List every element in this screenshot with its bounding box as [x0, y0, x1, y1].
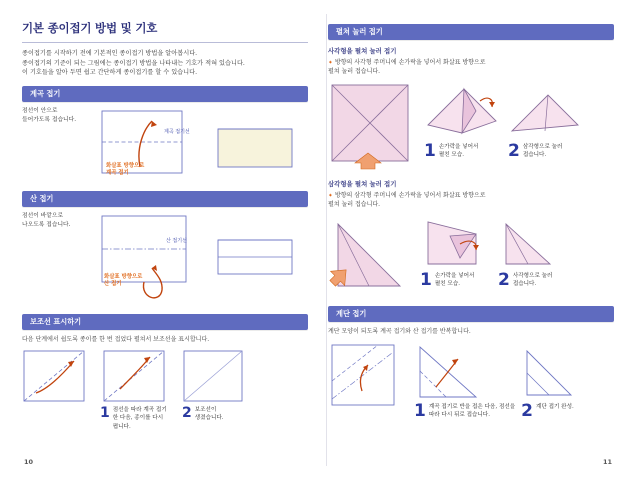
squash-square-step-2-caption: 삼각형으로 눌러 접습니다. — [522, 144, 563, 159]
pleat-step-1-number: 1 — [414, 401, 426, 421]
pleat-fold-desc: 계단 모양이 되도록 계곡 접기와 산 접기를 반복합니다. — [328, 328, 471, 335]
arrow-marker-icon: ➧ — [328, 59, 334, 66]
mountain-fold-figure — [100, 212, 300, 308]
section-band-mountain-fold: 산 접기 — [22, 191, 308, 207]
pleat-step-2 — [521, 341, 583, 420]
squash-triangle-step-2 — [498, 214, 570, 289]
valley-fold-figure-row — [22, 107, 308, 185]
squash-triangle-step-1 — [420, 214, 492, 289]
section-band-pleat-fold: 계단 접기 — [328, 306, 614, 322]
valley-fold-desc: 점선이 안으로 들어가도록 접습니다. — [22, 107, 77, 123]
crease-mark-steps — [22, 349, 308, 431]
squash-triangle-note — [328, 191, 614, 209]
squash-square-step-2 — [508, 81, 582, 160]
crease-step-1 — [100, 349, 176, 431]
squash-triangle-step-1-number: 1 — [420, 270, 432, 290]
svg-text:계곡 접기선: 계곡 접기선 — [164, 128, 190, 135]
squash-triangle-title: 삼각형을 펼쳐 눌러 접기 — [328, 180, 397, 188]
mountain-fold-arrow-label: 화살표 방향으로 산 접기 — [104, 273, 143, 288]
squash-triangle-step-2-number: 2 — [498, 270, 510, 290]
intro-line-3: 이 기호들을 알아 두면 쉽고 간단하게 종이접기를 할 수 있습니다. — [22, 69, 198, 77]
crease-step-2-number: 2 — [182, 404, 192, 421]
pleat-fold-steps — [328, 341, 614, 420]
left-page — [8, 8, 318, 472]
crease-step-0 — [22, 349, 94, 405]
page-number-right: 11 — [602, 458, 612, 466]
squash-square-base-figure — [328, 81, 418, 173]
squash-square-step-1-caption: 손가락을 넣어서 펼친 모습. — [438, 144, 479, 159]
intro-text — [22, 49, 308, 78]
crease-step-1-number: 1 — [100, 404, 110, 421]
crease-step-1-caption: 점선을 따라 계곡 접기 한 다음, 종이를 다시 폅니다. — [112, 406, 167, 430]
squash-triangle-step-1-caption: 손가락을 넣어서 펼친 모습. — [434, 273, 475, 288]
mountain-fold-desc: 점선이 바깥으로 나오도록 접습니다. — [22, 212, 71, 228]
svg-text:산 접기선: 산 접기선 — [166, 237, 187, 244]
crease-step-2 — [182, 349, 252, 423]
pleat-step-2-number: 2 — [521, 401, 534, 421]
crease-step-2-caption: 보조선이 생겼습니다. — [194, 406, 224, 422]
squash-square-title: 사각형을 펼쳐 눌러 접기 — [328, 47, 397, 55]
section-band-valley-fold: 계곡 접기 — [22, 86, 308, 102]
pleat-step-1-caption: 계곡 접기로 반을 접은 다음, 점선을 따라 다시 뒤로 접습니다. — [428, 404, 516, 419]
squash-triangle-steps — [328, 214, 614, 300]
mountain-fold-figure-row — [22, 212, 308, 308]
squash-triangle-step-2-caption: 사각형으로 눌러 접습니다. — [512, 273, 553, 288]
pleat-step-2-caption: 계단 접기 완성. — [536, 404, 574, 410]
squash-triangle-base-figure — [328, 214, 414, 300]
squash-square-step-1 — [424, 81, 502, 160]
page-title: 기본 종이접기 방법 및 기호 — [22, 21, 158, 35]
intro-line-2: 종이접기의 기준이 되는 그림에는 종이접기 방법을 나타내는 기호가 적혀 있습니다. — [22, 59, 245, 67]
title-divider — [22, 42, 308, 43]
squash-square-note — [328, 58, 614, 76]
squash-square-note-text: 방향의 사각형 주머니에 손가락을 넣어서 화살표 방향으로 펼쳐 눌러 접습니다. — [328, 59, 486, 75]
section-band-crease-mark: 보조선 표시하기 — [22, 314, 308, 330]
right-page — [318, 8, 628, 472]
book-spread — [8, 8, 628, 472]
intro-line-1: 종이접기를 시작하기 전에 기본적인 종이접기 방법을 알아봅시다. — [22, 50, 198, 57]
squash-square-steps — [328, 81, 614, 173]
arrow-marker-icon-2: ➧ — [328, 192, 334, 199]
pleat-step-1 — [414, 341, 515, 420]
pleat-base-figure — [328, 341, 408, 411]
squash-square-step-2-number: 2 — [508, 141, 520, 161]
squash-square-step-1-number: 1 — [424, 141, 436, 161]
page-number-left: 10 — [24, 458, 34, 466]
valley-fold-arrow-label: 화살표 방향으로 계곡 접기 — [106, 162, 145, 177]
valley-fold-figure — [100, 107, 300, 185]
squash-triangle-note-text: 방향의 삼각형 주머니에 손가락을 넣어서 화살표 방향으로 펼쳐 눌러 접습니다. — [328, 192, 486, 208]
crease-mark-desc: 다음 단계에서 쉽도록 종이를 한 번 접었다 펼쳐서 보조선을 표시합니다. — [22, 335, 210, 343]
section-band-squash-fold: 펼쳐 눌러 접기 — [328, 24, 614, 40]
